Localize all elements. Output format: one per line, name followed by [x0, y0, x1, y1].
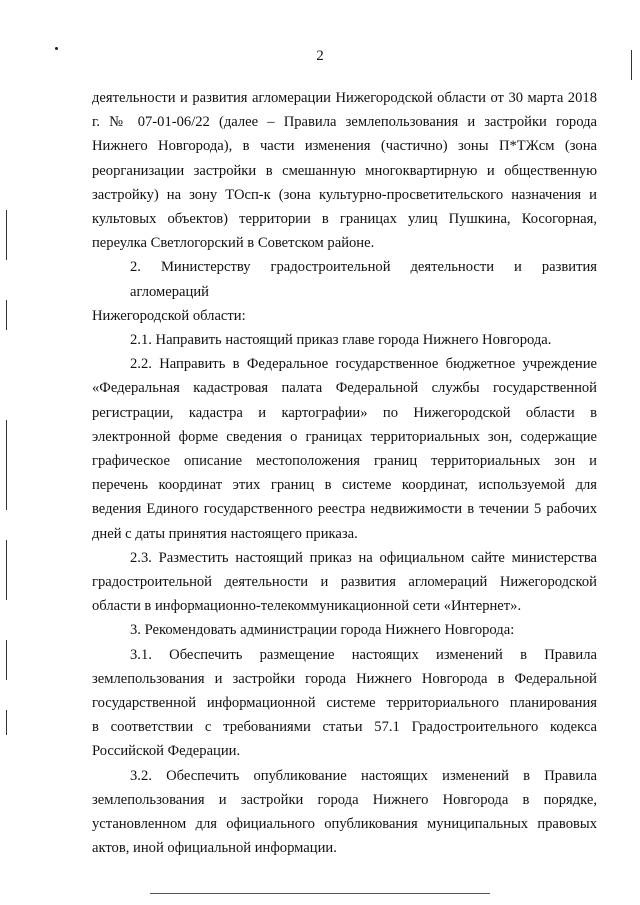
text-line: Нижегородской области: [92, 307, 246, 324]
text-line: землепользования и застройки города Нижнего Новгорода в порядке, [92, 791, 597, 808]
paragraph-3-1 [92, 643, 597, 764]
text-line: в соответствии с требованиями статьи 57.1 Градостроительного кодекса [92, 719, 597, 736]
text-line: 3. Рекомендовать администрации города Нижнего Новгорода: [130, 622, 515, 639]
paragraph-3-2 [92, 764, 597, 861]
text-line: актов, иной официальной информации. [92, 840, 337, 857]
text-line: 2.2. Направить в Федеральное государственное бюджетное учреждение [130, 356, 597, 373]
text-line: реорганизации застройки в смешанную многоквартирную и общественную [92, 162, 597, 179]
text-line: деятельности и развития агломерации Нижегородской области от 30 марта 2018 [92, 90, 597, 106]
paragraph-2-1 [92, 328, 597, 352]
text-line: государственной информационной системе территориального планирования [92, 695, 597, 712]
text-line: градостроительной деятельности и развития агломераций Нижегородской [92, 574, 597, 591]
text-line: переулка Светлогорский в Советском районе. [92, 235, 375, 252]
scan-edge-line [6, 300, 7, 330]
text-line: 3.1. Обеспечить размещение настоящих изменений в Правила [130, 646, 597, 663]
scan-bottom-edge [150, 893, 490, 894]
page-number: 2 [316, 48, 324, 64]
paragraph-2 [92, 255, 597, 328]
text-line: регистрации, кадастра и картографии» по Нижегородской области в [92, 404, 597, 421]
document-body [92, 86, 597, 861]
paragraph-1 [92, 86, 597, 255]
text-line: электронной форме сведения о границах территориальных зон, содержащие [92, 428, 597, 445]
text-line: застройку) на зону ТОсп-к (зона культурно-просветительского назначения и [92, 186, 597, 203]
text-line: культовых объектов) территории в границах улиц Пушкина, Косогорная, [92, 211, 597, 228]
scan-edge-line [6, 420, 7, 510]
scan-edge-line [6, 540, 7, 600]
text-line: 2. Министерству градостроительной деятельности и развития агломераций [130, 259, 597, 300]
text-line: 2.1. Направить настоящий приказ главе города Нижнего Новгорода. [130, 332, 552, 349]
paragraph-2-3 [92, 546, 597, 619]
text-line: г. № 07-01-06/22 (далее – Правила землепользования и застройки города [92, 114, 597, 131]
text-line: Нижнего Новгорода), в части изменения (частично) зоны П*ТЖсм (зона [92, 138, 597, 155]
paragraph-2-2 [92, 352, 597, 546]
text-line: ведения Единого государственного реестра недвижимости в течении 5 рабочих [92, 501, 597, 518]
text-line: дней с даты принятия настоящего приказа. [92, 525, 358, 542]
text-line: 3.2. Обеспечить опубликование настоящих изменений в Правила [130, 767, 597, 784]
text-line: 2.3. Разместить настоящий приказ на официальном сайте министерства [130, 549, 597, 566]
text-line: области в информационно-телекоммуникационной сети «Интернет». [92, 598, 522, 615]
text-line: «Федеральная кадастровая палата Федеральной службы государственной [92, 380, 597, 397]
scan-edge-line [6, 710, 7, 735]
scan-edge-line [6, 640, 7, 680]
paragraph-3 [92, 618, 597, 642]
text-line: установленном для официального опубликования муниципальных правовых [92, 816, 597, 833]
text-line: землепользования и застройки города Нижнего Новгорода в Федеральной [92, 670, 597, 687]
text-line: Российской Федерации. [92, 743, 241, 760]
text-line: перечень координат этих границ в системе координат, используемой для [92, 477, 597, 494]
text-line: графическое описание местоположения границ территориальных зон и [92, 453, 597, 470]
scan-edge-line [6, 210, 7, 260]
